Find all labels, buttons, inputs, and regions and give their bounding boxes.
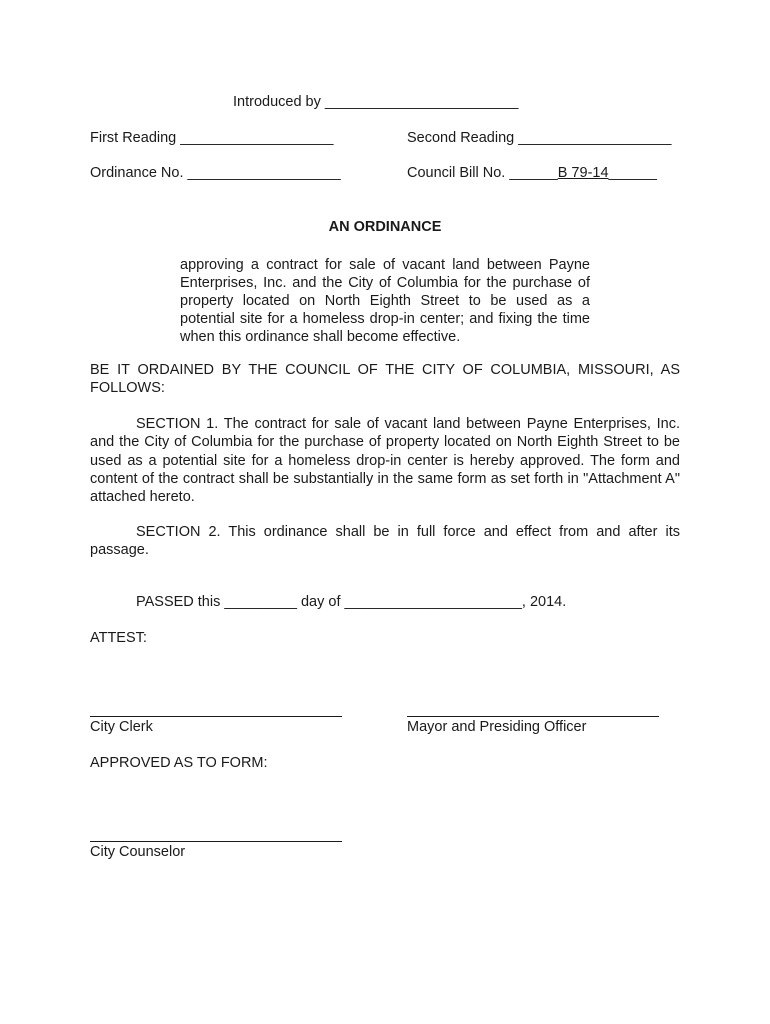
city-counselor-label: City Counselor [90, 844, 186, 860]
section-1: SECTION 1. The contract for sale of vacant land between Payne Enterprises, Inc. and the City of Columbia for the purchase of property located on North Eighth Street to be used as a potential site for a homeless drop-in center is hereby approved. The form and content of the contract shall be substantially in the same form as set forth in "Attachment A" attached hereto. [90, 416, 680, 506]
council-bill-number: B 79-14 [557, 165, 609, 181]
attest-label: ATTEST: [90, 630, 147, 646]
city-clerk-label: City Clerk [90, 719, 153, 735]
city-counselor-signature-line [90, 841, 342, 842]
section-2: SECTION 2. This ordinance shall be in full force and effect from and after its passage. [90, 524, 680, 559]
ordinance-summary: approving a contract for sale of vacant land between Payne Enterprises, Inc. and the City of Columbia for the purchase of property located on North Eighth Street to be used as a potential site for a homeless drop-in center; and fixing the time when this ordinance shall become effective. [180, 257, 590, 345]
introduced-by-line: Introduced by ________________________ [233, 94, 519, 110]
council-bill-line [407, 165, 657, 181]
passed-line: PASSED this _________ day of ______________________, 2014. [136, 594, 567, 610]
document-title: AN ORDINANCE [328, 219, 442, 235]
approved-as-to-form-label: APPROVED AS TO FORM: [90, 755, 268, 771]
city-clerk-signature-line [90, 716, 342, 717]
ordinance-number-line: Ordinance No. ___________________ [90, 165, 341, 181]
mayor-signature-line [407, 716, 659, 717]
council-bill-trailing-blank: ______ [608, 165, 657, 181]
council-bill-label: Council Bill No. ______ [407, 165, 558, 181]
enacting-clause: BE IT ORDAINED BY THE COUNCIL OF THE CITY OF COLUMBIA, MISSOURI, AS FOLLOWS: [90, 362, 680, 397]
second-reading-line: Second Reading ___________________ [407, 130, 672, 146]
mayor-label: Mayor and Presiding Officer [407, 719, 587, 735]
first-reading-line: First Reading ___________________ [90, 130, 334, 146]
